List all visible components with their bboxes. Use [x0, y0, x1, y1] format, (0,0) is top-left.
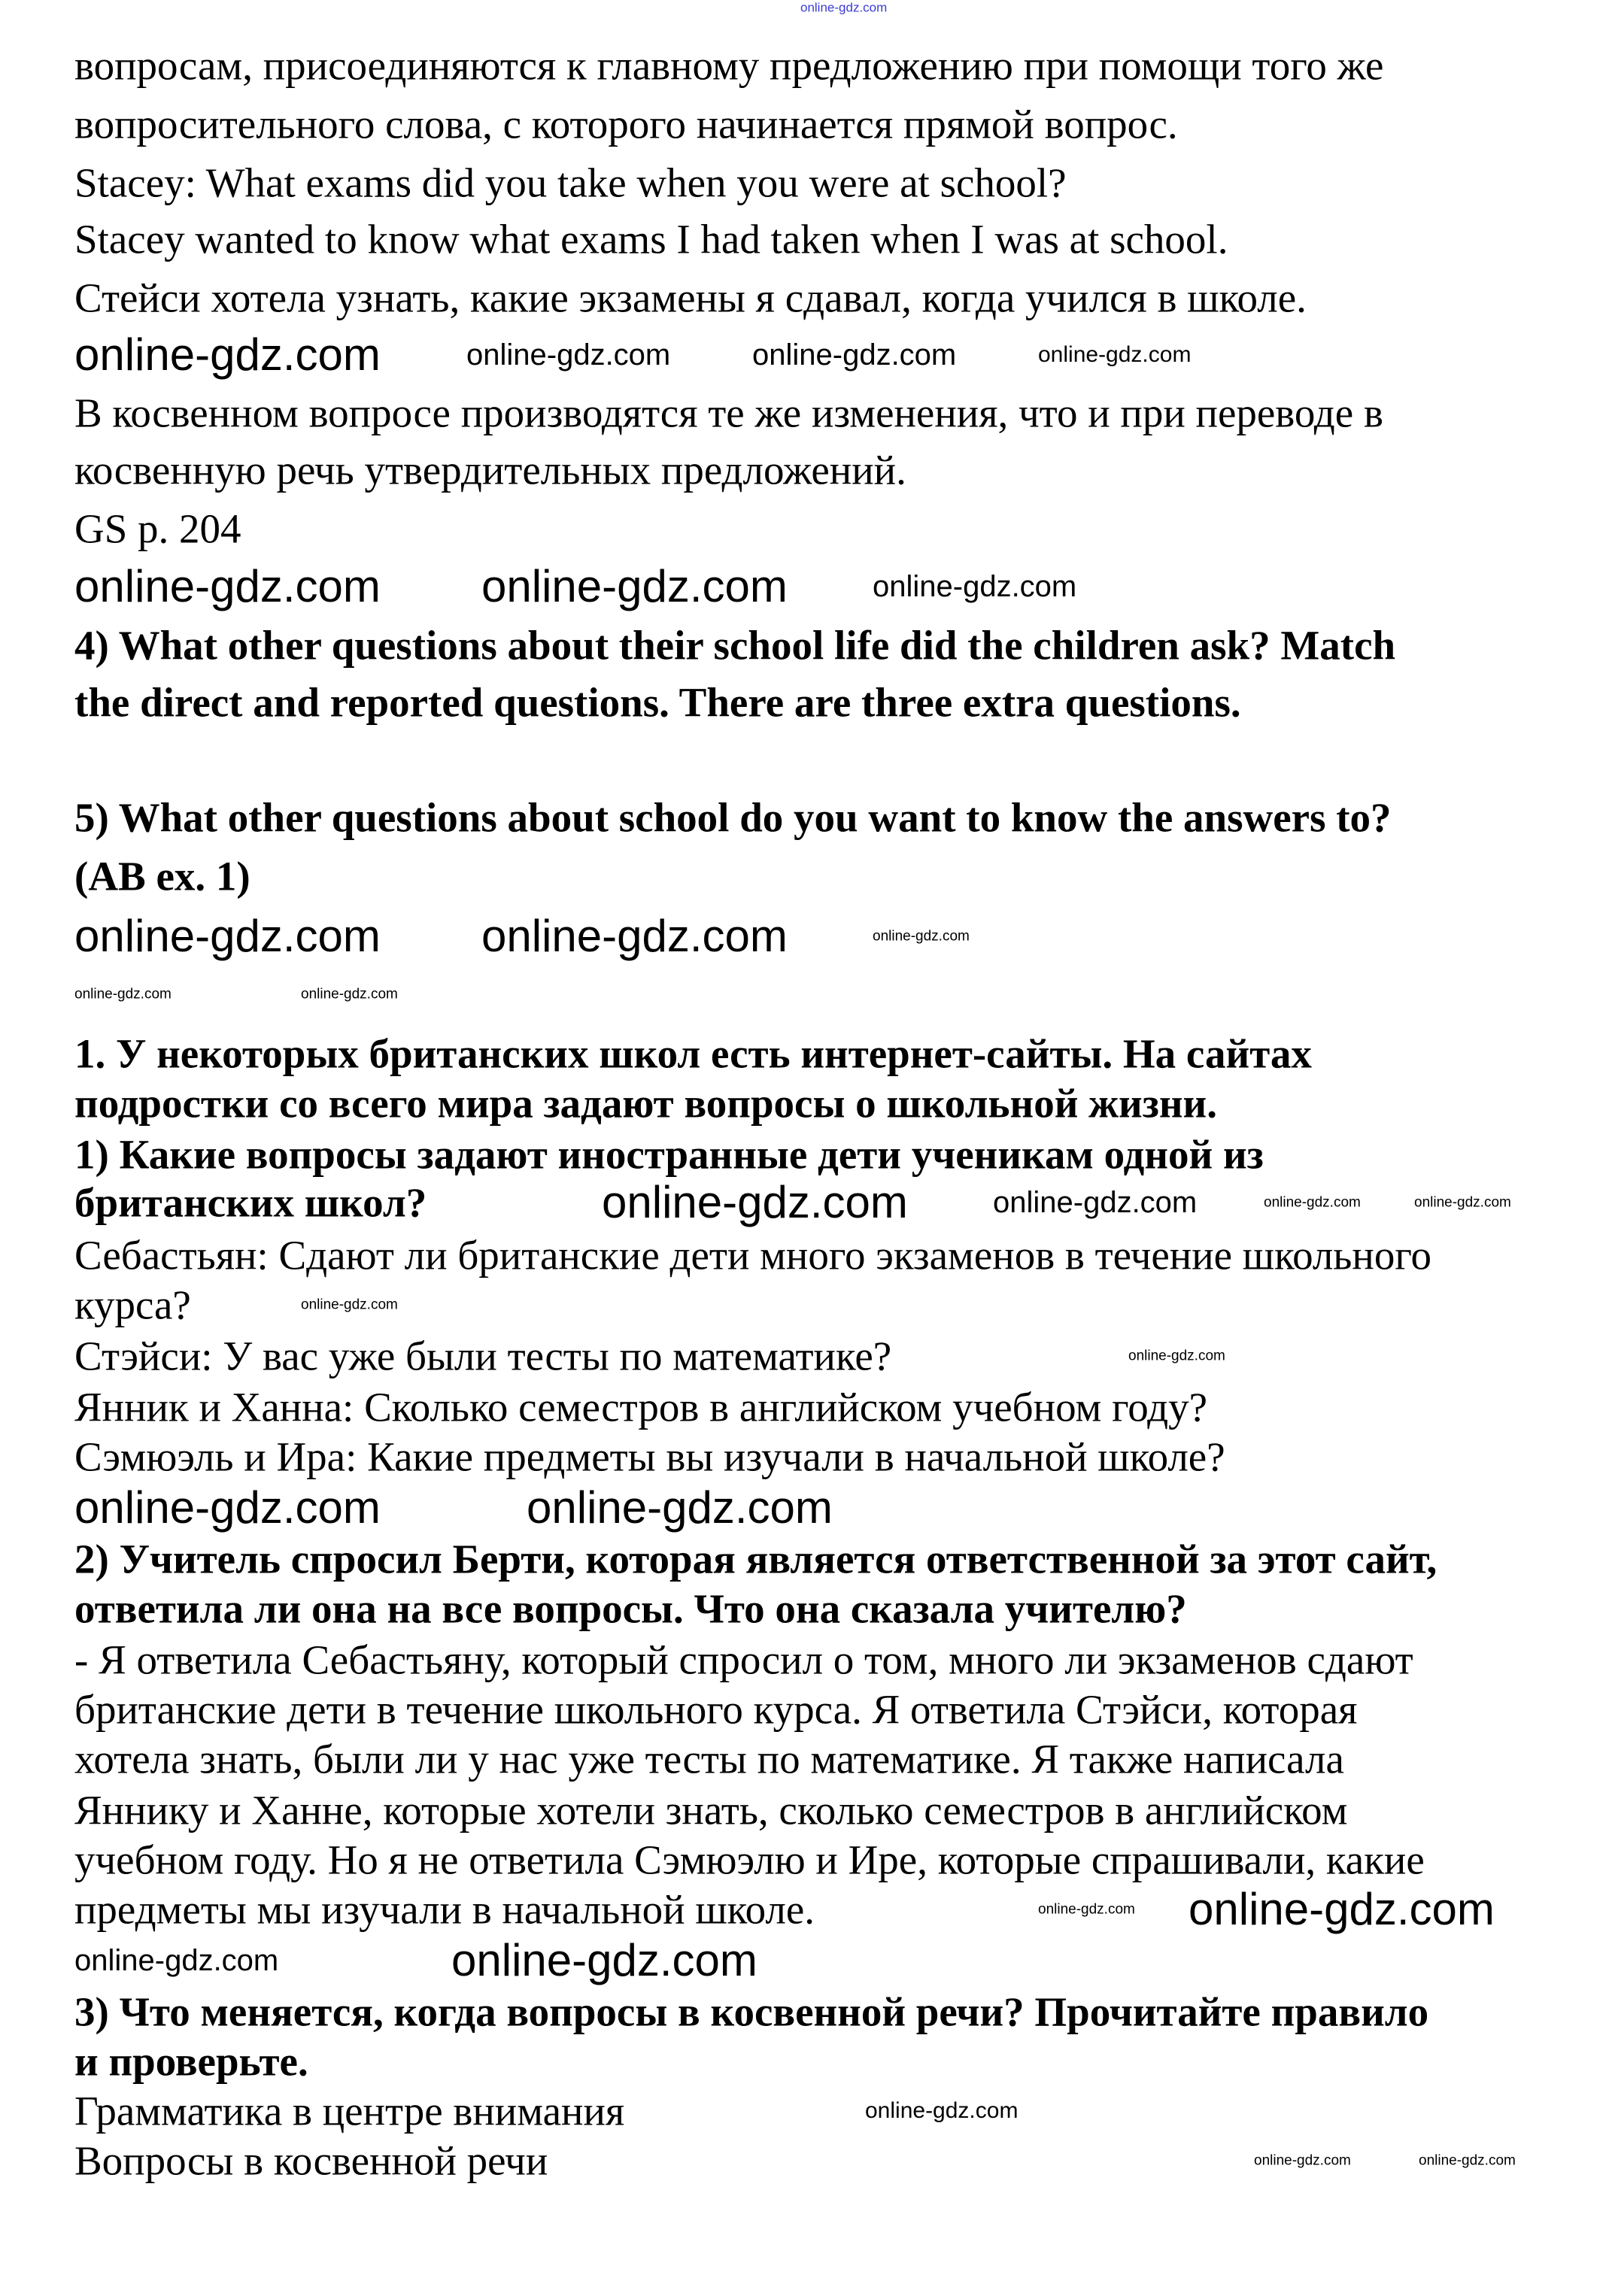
text-line: Стейси хотела узнать, какие экзамены я сдавал, когда учился в школе. [74, 274, 1307, 321]
text-line: курса? [74, 1281, 191, 1328]
watermark: online-gdz.com [1038, 342, 1192, 367]
exercise-heading: the direct and reported questions. There are three extra questions. [74, 679, 1241, 726]
watermark: online-gdz.com [74, 986, 172, 1002]
watermark: online-gdz.com [1128, 1348, 1225, 1364]
watermark: online-gdz.com [1264, 1194, 1361, 1211]
watermark: online-gdz.com [74, 329, 381, 380]
text-line: Stacey wanted to know what exams I had taken when I was at school. [74, 216, 1228, 262]
text-line: предметы мы изучали в начальной школе. [74, 1886, 815, 1933]
text-line: косвенную речь утвердительных предложений. [74, 447, 906, 493]
text-line: британские дети в течение школьного курса. Я ответила Стэйси, которая [74, 1686, 1358, 1733]
watermark: online-gdz.com [481, 911, 788, 961]
text-line: GS p. 204 [74, 505, 241, 552]
watermark: online-gdz.com [466, 338, 671, 372]
watermark: online-gdz.com [1419, 2152, 1516, 2169]
section-heading: 1. У некоторых британских школ есть интернет-сайты. На сайтах [74, 1030, 1312, 1077]
text-line: вопросам, присоединяются к главному предложению при помощи того же [74, 42, 1384, 89]
text-line: Сэмюэль и Ира: Какие предметы вы изучали в начальной школе? [74, 1433, 1225, 1480]
text-line: Стэйси: У вас уже были тесты по математике? [74, 1333, 892, 1379]
watermark: online-gdz.com [752, 338, 957, 372]
watermark: online-gdz.com [301, 986, 398, 1002]
text-line: Грамматика в центре внимания [74, 2088, 625, 2134]
watermark: online-gdz.com [1189, 1884, 1495, 1934]
text-line: В косвенном вопросе производятся те же изменения, что и при переводе в [74, 390, 1383, 436]
exercise-heading: (AB ex. 1) [74, 853, 250, 899]
watermark: online-gdz.com [1414, 1194, 1511, 1211]
watermark: online-gdz.com [74, 561, 381, 611]
text-line: Вопросы в косвенной речи [74, 2137, 548, 2184]
text-line: Янник и Ханна: Сколько семестров в английском учебном году? [74, 1384, 1208, 1430]
watermark: online-gdz.com [993, 1186, 1198, 1219]
watermark: online-gdz.com [865, 2098, 1019, 2123]
section-heading: подростки со всего мира задают вопросы о школьной жизни. [74, 1080, 1217, 1127]
watermark: online-gdz.com [74, 1482, 381, 1533]
section-heading: и проверьте. [74, 2038, 308, 2085]
section-heading: 2) Учитель спросил Берти, которая является ответственной за этот сайт, [74, 1536, 1438, 1582]
watermark: online-gdz.com [451, 1935, 757, 1985]
watermark: online-gdz.com [527, 1482, 833, 1533]
watermark: online-gdz.com [873, 570, 1077, 603]
watermark: online-gdz.com [873, 928, 970, 945]
text-line: учебном году. Но я не ответила Сэмюэлю и Ире, которые спрашивали, какие [74, 1836, 1425, 1883]
exercise-heading: 5) What other questions about school do you want to know the answers to? [74, 794, 1392, 841]
text-line: Яннику и Ханне, которые хотели знать, сколько семестров в английском [74, 1787, 1348, 1833]
text-line: хотела знать, были ли у нас уже тесты по математике. Я также написала [74, 1736, 1344, 1782]
section-heading: 3) Что меняется, когда вопросы в косвенной речи? Прочитайте правило [74, 1988, 1429, 2035]
watermark: online-gdz.com [800, 0, 888, 15]
watermark: online-gdz.com [301, 1297, 398, 1313]
watermark: online-gdz.com [1254, 2152, 1351, 2169]
text-line: Себастьян: Сдают ли британские дети много экзаменов в течение школьного [74, 1232, 1432, 1278]
section-heading: 1) Какие вопросы задают иностранные дети ученикам одной из [74, 1131, 1264, 1178]
section-heading: ответила ли она на все вопросы. Что она сказала учителю? [74, 1585, 1187, 1632]
text-line: Stacey: What exams did you take when you were at school? [74, 159, 1067, 206]
section-heading: британских школ? [74, 1179, 427, 1226]
watermark: online-gdz.com [74, 1944, 279, 1977]
exercise-heading: 4) What other questions about their school life did the children ask? Match [74, 622, 1396, 669]
watermark: online-gdz.com [481, 561, 788, 611]
watermark: online-gdz.com [602, 1177, 908, 1227]
text-line: вопросительного слова, с которого начинается прямой вопрос. [74, 101, 1178, 147]
watermark: online-gdz.com [74, 911, 381, 961]
text-line: - Я ответила Себастьяну, который спросил о том, много ли экзаменов сдают [74, 1636, 1413, 1683]
watermark: online-gdz.com [1038, 1901, 1135, 1918]
